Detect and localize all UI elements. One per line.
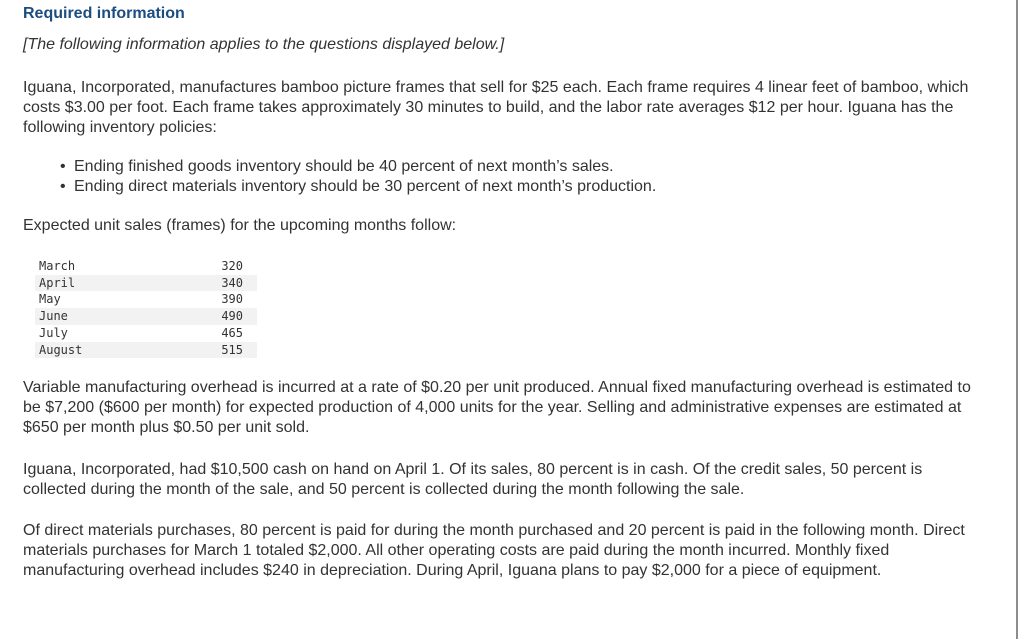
- month-cell: August: [35, 342, 169, 359]
- units-cell: 320: [221, 259, 243, 273]
- month-cell: March: [39, 259, 76, 273]
- table-row: [35, 258, 257, 275]
- table-row: [35, 308, 257, 325]
- month-cell: June: [35, 308, 169, 325]
- inventory-policy-list: [23, 157, 656, 197]
- expected-sales-table: [35, 258, 257, 358]
- policy-text: Ending direct materials inventory should be 30 percent of next month’s production.: [74, 178, 657, 195]
- purchases-paragraph: Of direct materials purchases, 80 percent is paid for during the month purchased and 20 percent is paid in the following month. Direct materials purchases for March 1 totaled $2,000. All other operating costs are paid during the month incurred. Monthly fixed manufacturing overhead includes $240 in depreciation. During April, Iguana plans to pay $2,000 for a piece of equipment.: [23, 522, 965, 579]
- month-cell: July: [39, 325, 68, 340]
- units-cell: 390: [221, 292, 243, 307]
- cash-paragraph: Iguana, Incorporated, had $10,500 cash on hand on April 1. Of its sales, 80 percent is in cash. Of the credit sales, 50 percent is collected during the month of the sale, and 50 percent is collected during the month following the sale.: [23, 461, 923, 498]
- bullet-icon: •: [60, 178, 66, 195]
- sales-intro-paragraph: Expected unit sales (frames) for the upcoming months follow:: [23, 217, 457, 234]
- month-cell: April: [35, 275, 169, 292]
- page-divider: [1016, 0, 1018, 639]
- applies-note: [The following information applies to the questions displayed below.]: [23, 36, 505, 53]
- units-cell: 465: [221, 325, 243, 340]
- table-row: [35, 291, 257, 308]
- bullet-icon: •: [60, 158, 66, 175]
- overhead-paragraph: Variable manufacturing overhead is incurred at a rate of $0.20 per unit produced. Annual fixed manufacturing overhead is estimated to be $7,200 ($600 per month) for expected production of 4,000 units for the year. Selling and administrative expenses are estimated at $650 per month plus $0.50 per unit sold.: [23, 379, 971, 436]
- units-cell: 340: [169, 275, 257, 292]
- units-cell: 515: [169, 342, 257, 359]
- policy-item: [23, 157, 656, 177]
- month-cell: May: [39, 292, 61, 307]
- policy-text: Ending finished goods inventory should be 40 percent of next month’s sales.: [74, 158, 614, 175]
- required-information-heading: Required information: [23, 5, 185, 22]
- policy-item: [23, 177, 656, 197]
- units-cell: 490: [169, 308, 257, 325]
- table-row: [35, 275, 257, 292]
- intro-paragraph: Iguana, Incorporated, manufactures bamboo picture frames that sell for $25 each. Each frame requires 4 linear feet of bamboo, which costs $3.00 per foot. Each frame takes approximately 30 minutes to build, and the labor rate averages $12 per hour. Iguana has the following inventory policies:: [23, 79, 969, 136]
- table-row: [35, 325, 257, 342]
- table-row: [35, 342, 257, 359]
